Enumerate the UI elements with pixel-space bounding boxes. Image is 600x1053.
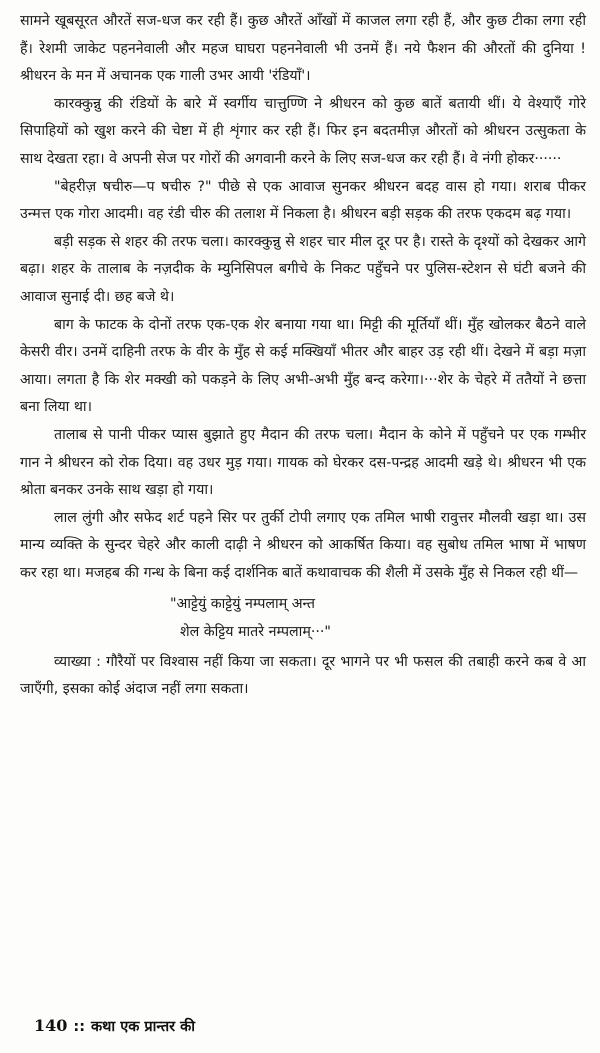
book-title: कथा एक प्रान्तर की <box>91 1019 196 1035</box>
paragraph-2: कारक्कुन्नु की रंडियों के बारे में स्वर्गीय चात्तुण्णि ने श्रीधरन को कुछ बातें बतायी थीं। ये वेश्याएँ गोरे सिपाहियों को खुश करने की चेष्टा में ही शृंगार कर रही हैं। फिर इन बदतमीज़ औरतों को श्रीधरन उत्सुकता के साथ देखता रहा। वे अपनी सेज पर गोरों की अगवानी करने के लिए सज-धज कर रही हैं। वे नंगी होकर······ <box>20 95 586 167</box>
page-number: 140 <box>34 1016 68 1035</box>
paragraph-6: तालाब से पानी पीकर प्यास बुझाते हुए मैदान की तरफ चला। मैदान के कोने में पहुँचने पर एक गम्भीर गान ने श्रीधरन को रोक दिया। वह उधर मुड़ गया। गायक को घेरकर दस-पन्द्रह आदमी खड़े थे। श्रीधरन भी एक श्रोता बनकर उनके साथ खड़ा हो गया। <box>20 426 586 499</box>
verse-line-2: शेल केट्टिय मातरे नम्पलाम्···" <box>180 624 331 641</box>
tamil-verse <box>20 591 586 646</box>
explanation-paragraph: व्याख्या : गौरैयों पर विश्वास नहीं किया जा सकता। दूर भागने पर भी फसल की तबाही करने कब वे आ जाएँगी, इसका कोई अंदाज नहीं लगा सकता। <box>20 653 586 698</box>
paragraph-3: "बेहरीज़ षचीरु—प षचीरु ?" पीछे से एक आवाज सुनकर श्रीधरन बदह वास हो गया। शराब पीकर उन्मत्त एक गोरा आदमी। वह रंडी चीरु की तलाश में निकला है। श्रीधरन बड़ी सड़क की तरफ एकदम बढ़ गया। <box>20 178 586 223</box>
page-footer <box>34 1016 195 1036</box>
footer-separator: :: <box>73 1019 86 1035</box>
paragraph-1: सामने खूबसूरत औरतें सज-धज कर रही हैं। कुछ औरतें आँखों में काजल लगा रही हैं, और कुछ टीका लगा रही हैं। रेशमी जाकेट पहननेवाली और महज घाघरा पहननेवाली भी उनमें हैं। नये फैशन की औरतों की दुनिया ! श्रीधरन के मन में अचानक एक गाली उभर आयी 'रंडियाँ'। <box>20 13 586 85</box>
paragraph-5: बाग के फाटक के दोनों तरफ एक-एक शेर बनाया गया था। मिट्टी की मूर्तियाँ थीं। मुँह खोलकर बैठने वाले केसरी वीर। उनमें दाहिनी तरफ के वीर के मुँह से कई मक्खियाँ भीतर और बाहर उड़ रही थीं। देखने में बड़ा मज़ा आया। लगता है कि शेर मक्खी को पकड़ने के लिए अभी-अभी मुँह बन्द करेगा।···शेर के चेहरे में ततैयों ने छत्ता बना लिया था। <box>20 316 586 416</box>
paragraph-4: बड़ी सड़क से शहर की तरफ चला। कारक्कुन्नु से शहर चार मील दूर पर है। रास्ते के दृश्यों को देखकर आगे बढ़ा। शहर के तालाब के नज़दीक के म्युनिसिपल बगीचे के निकट पहुँचने पर पुलिस-स्टेशन से घंटी बजने की आवाज सुनाई दी। छह बजे थे। <box>20 233 586 305</box>
body-text <box>20 8 586 704</box>
verse-line-1: "आट्टेयुं काट्टेयुं नम्पलाम् अन्त <box>170 596 315 613</box>
paragraph-7: लाल लुंगी और सफेद शर्ट पहने सिर पर तुर्की टोपी लगाए एक तमिल भाषी रावुत्तर मौलवी खड़ा था। उस मान्य व्यक्ति के सुन्दर चेहरे और काली दाढ़ी ने श्रीधरन को आकर्षित किया। वह सुबोध तमिल भाषा में भाषण कर रहा था। मजहब की गन्ध के बिना कई दार्शनिक बातें कथावाचक की शैली में उसके मुँह से निकल रही थीं— <box>20 509 586 581</box>
